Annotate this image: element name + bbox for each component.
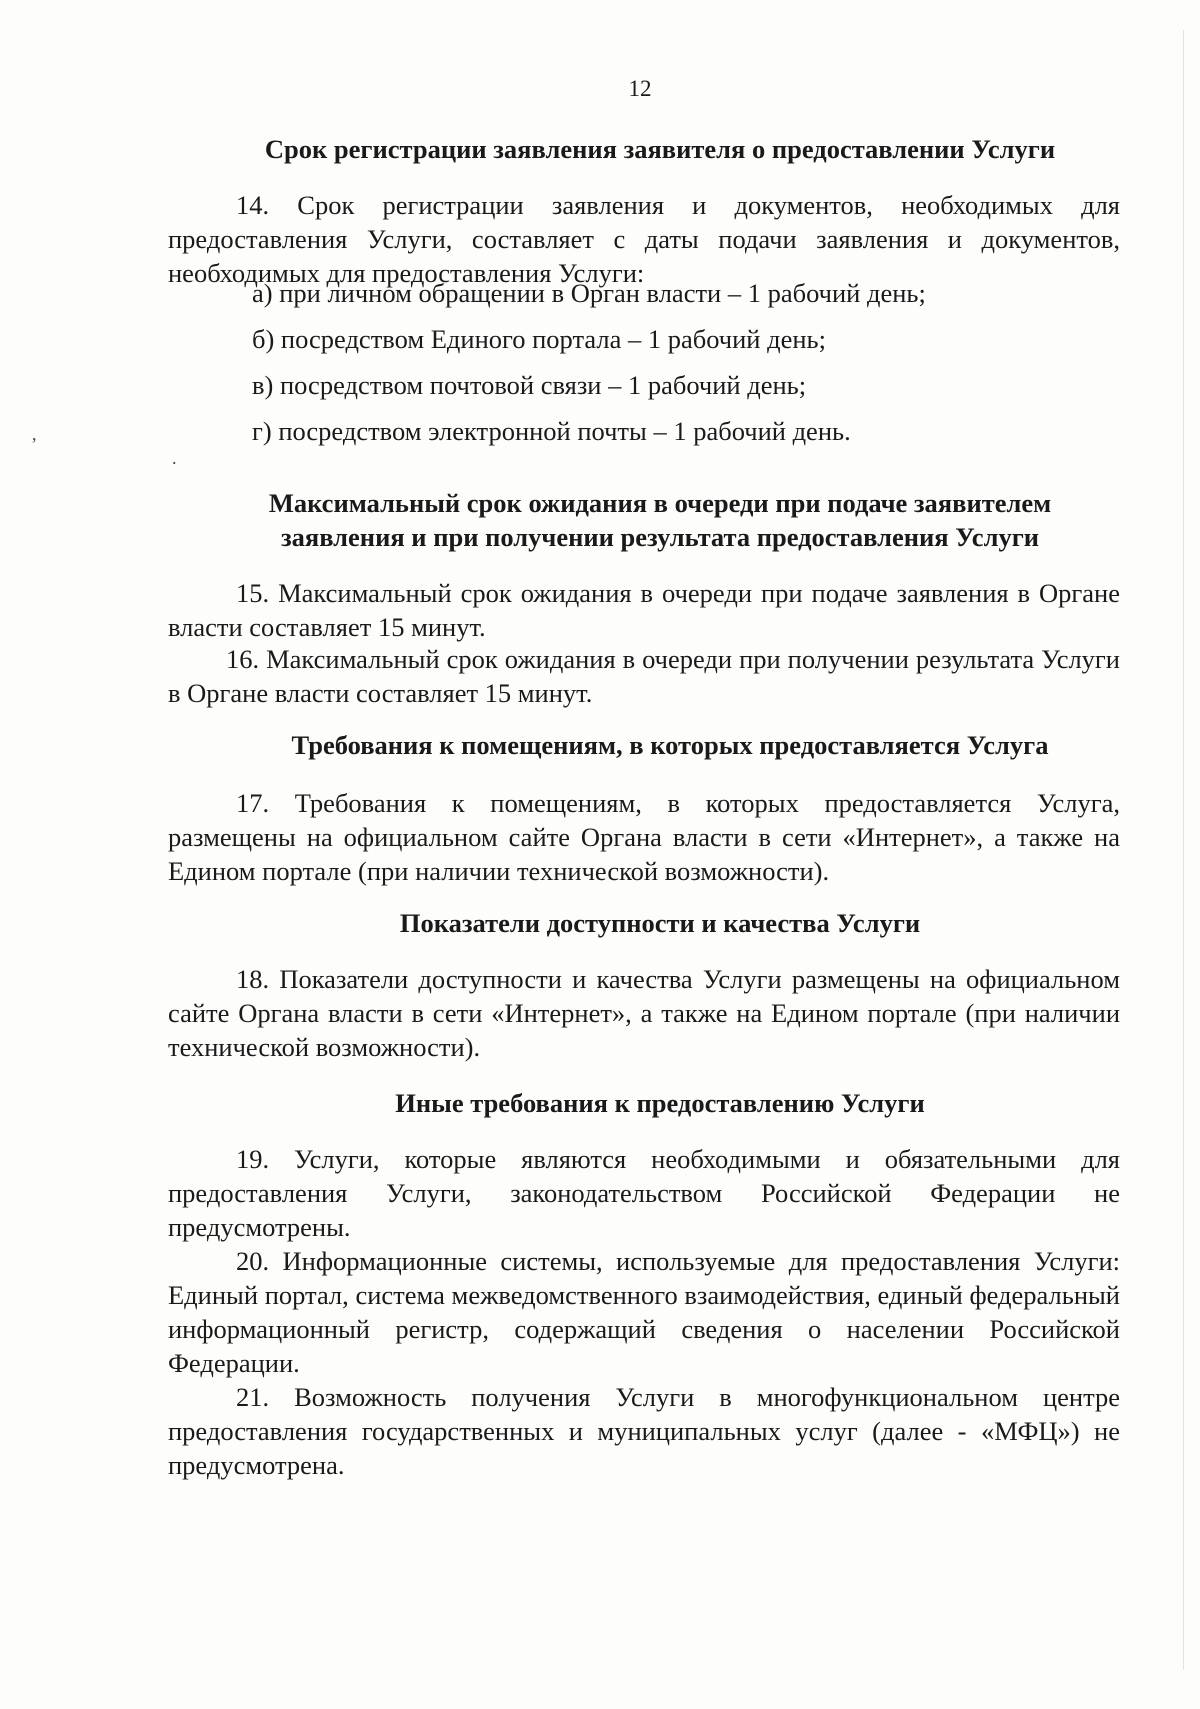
paragraph-16: 16. Максимальный срок ожидания в очереди при получении результата Услуги в Органе власти составляет 15 минут. [168,644,1120,708]
section-heading-premises: Требования к помещениям, в которых предоставляется Услуга [291,730,1049,760]
page-number: 12 [628,76,652,101]
list-item-v: в) посредством почтовой связи – 1 рабочий день; [252,370,807,400]
list-item-g: г) посредством электронной почты – 1 рабочий день. [252,416,851,446]
scan-edge-line [1183,30,1184,1670]
paragraph-17: 17. Требования к помещениям, в которых предоставляется Услуга, размещены на официальном сайте Органа власти в сети «Интернет», а также на Едином портале (при наличии технической возможности). [168,788,1120,886]
scan-speck: . [172,448,177,468]
paragraph-21: 21. Возможность получения Услуги в многофункциональном центре предоставления государственных и муниципальных услуг (далее - «МФЦ») не предусмотрена. [168,1382,1120,1480]
paragraph-14: 14. Срок регистрации заявления и документов, необходимых для предоставления Услуги, составляет с даты подачи заявления и документов, необходимых для предоставления Услуги: [168,190,1120,288]
paragraph-15: 15. Максимальный срок ожидания в очереди при подаче заявления в Органе власти составляет 15 минут. [168,578,1120,642]
paragraph-18: 18. Показатели доступности и качества Услуги размещены на официальном сайте Органа власти в сети «Интернет», а также на Едином портале (при наличии технической возможности). [168,964,1120,1062]
scan-speck: , [32,424,37,444]
list-item-a: а) при личном обращении в Орган власти – 1 рабочий день; [252,278,926,308]
list-item-b: б) посредством Единого портала – 1 рабочий день; [252,324,826,354]
section-heading-waiting-line2: заявления и при получении результата предоставления Услуги [280,522,1039,552]
section-heading-registration: Срок регистрации заявления заявителя о предоставлении Услуги [264,134,1056,164]
paragraph-20: 20. Информационные системы, используемые для предоставления Услуги: Единый портал, система межведомственного взаимодействия, единый федеральный информационный регистр, содержащий сведения о населении Российской Федерации. [168,1246,1120,1378]
section-heading-other-requirements: Иные требования к предоставлению Услуги [395,1088,925,1118]
paragraph-19: 19. Услуги, которые являются необходимыми и обязательными для предоставления Услуги, законодательством Российской Федерации не предусмотрены. [168,1144,1120,1242]
section-heading-waiting-line1: Максимальный срок ожидания в очереди при подаче заявителем [268,488,1052,518]
section-heading-accessibility: Показатели доступности и качества Услуги [399,908,921,938]
